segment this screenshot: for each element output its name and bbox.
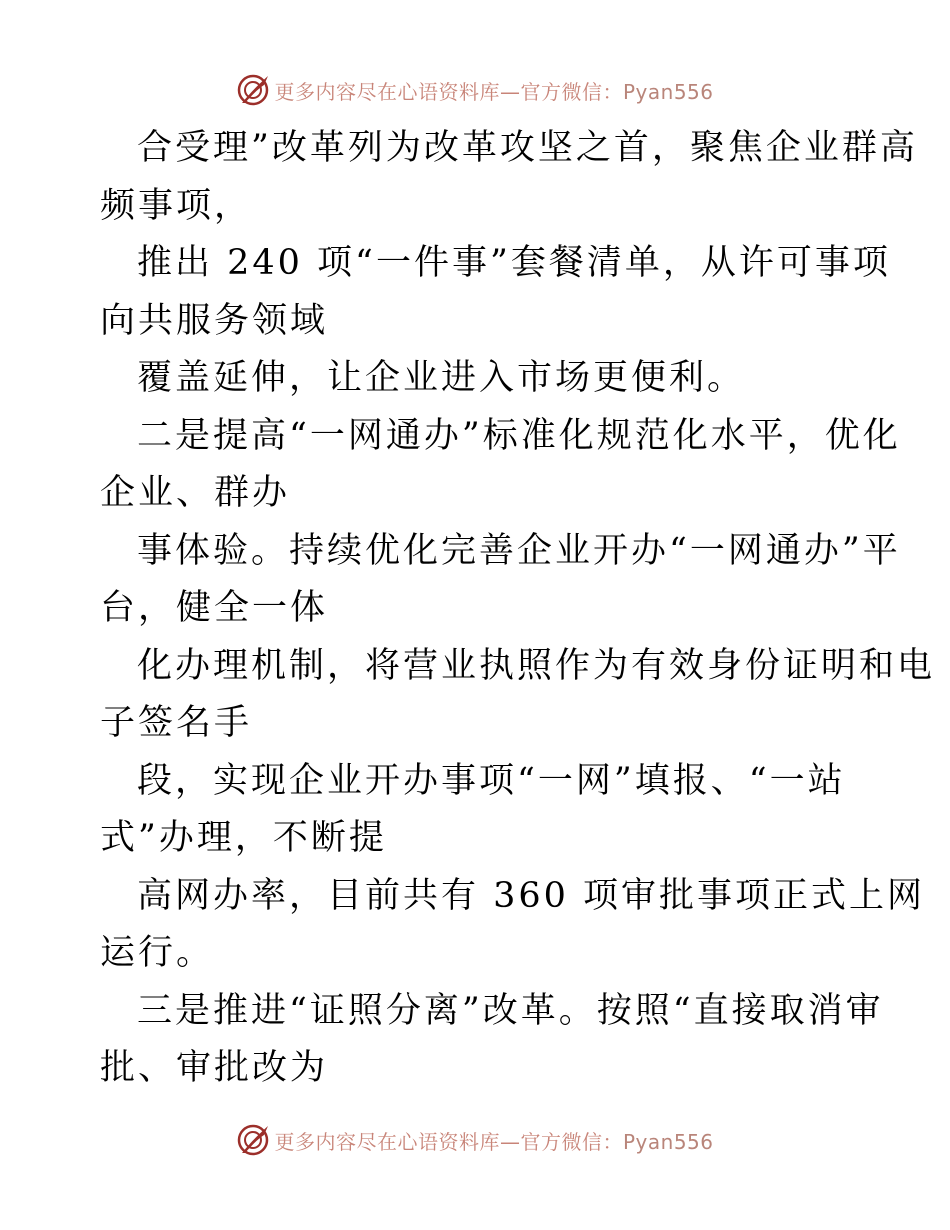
banner-handle: Pyan556 (622, 79, 714, 104)
footer-banner (0, 1120, 950, 1160)
text-line: 覆盖延伸，让企业进入市场更便利。 (137, 358, 746, 398)
paragraph (100, 868, 926, 983)
paragraph (100, 638, 936, 753)
text-line: 化办理机制，将营业执照作为有效身份证明和电 (137, 645, 936, 686)
text-line: 合受理”改革列为改革攻坚之首，聚焦企业群高 (137, 128, 918, 168)
paragraph (100, 408, 901, 523)
text-line: 三是推进“证照分离”改革。按照“直接取消审 (137, 990, 884, 1031)
banner-handle: Pyan556 (622, 1129, 714, 1154)
text-line: 高网办率，目前共有 360 项审批事项正式上网 (137, 875, 926, 916)
text-line: 频事项， (100, 185, 253, 226)
text-line: 式”办理，不断提 (100, 818, 387, 858)
paragraph (100, 983, 884, 1098)
paragraph (100, 350, 860, 408)
text-line: 运行。 (100, 933, 215, 973)
text-line: 批、审批改为 (100, 1048, 329, 1088)
text-line: 子签名手 (100, 703, 253, 743)
paragraph (100, 120, 918, 235)
text-line: 向共服务领域 (100, 300, 329, 341)
banner-text: 更多内容尽在心语资料库—官方微信：Pyan556 (274, 79, 714, 104)
text-line: 推出 240 项“一件事”套餐清单，从许可事项 (137, 243, 891, 283)
text-line: 企业、群办 (100, 473, 291, 513)
text-line: 事体验。持续优化完善企业开办“一网通办”平 (137, 530, 901, 571)
quill-logo-icon (236, 1123, 270, 1157)
paragraph (100, 523, 901, 638)
document-body (100, 120, 936, 1098)
text-line: 台，健全一体 (100, 588, 329, 628)
header-banner (0, 70, 950, 110)
paragraph (100, 235, 891, 350)
paragraph (100, 753, 860, 868)
text-line: 二是提高“一网通办”标准化规范化水平，优化 (137, 415, 901, 456)
banner-text: 更多内容尽在心语资料库—官方微信：Pyan556 (274, 1129, 714, 1154)
quill-logo-icon (236, 73, 270, 107)
text-line: 段，实现企业开办事项“一网”填报、“一站 (137, 760, 846, 801)
